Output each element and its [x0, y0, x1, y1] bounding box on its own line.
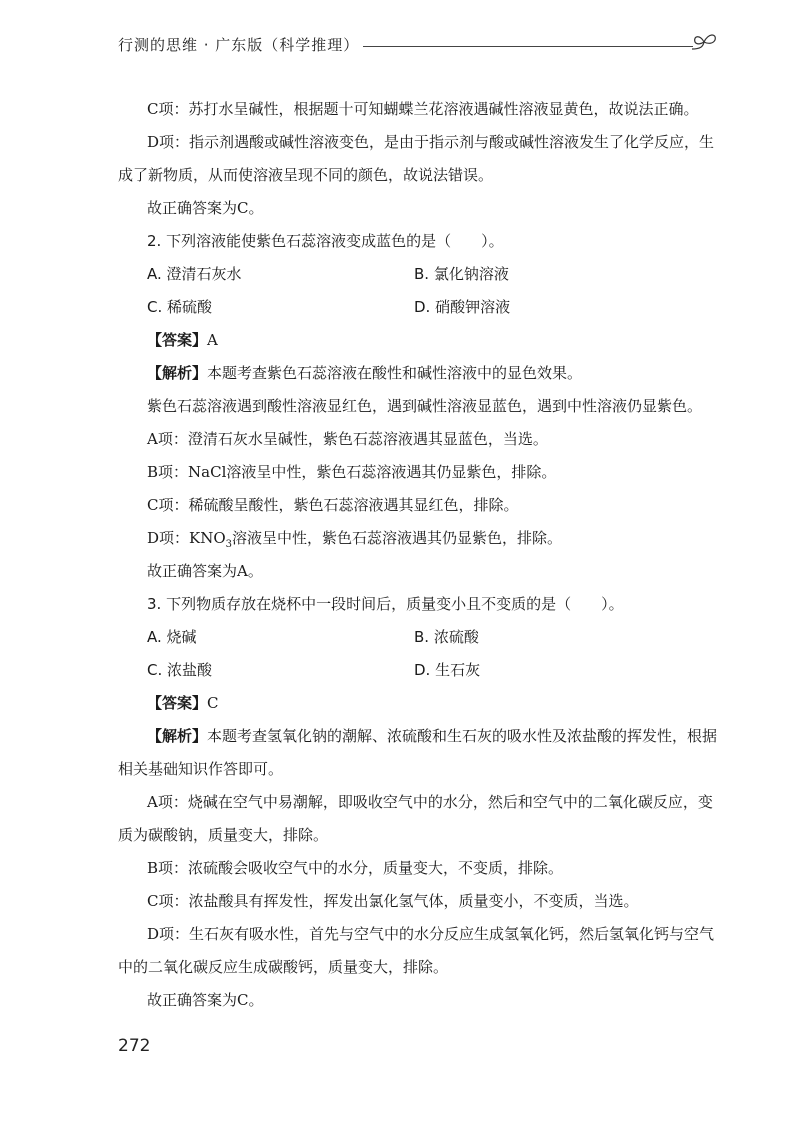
q3-stem: 3. 下列物质存放在烧杯中一段时间后，质量变小且不变质的是（ ）。	[147, 595, 624, 613]
q2-rule: 紫色石蕊溶液遇到酸性溶液显红色，遇到碱性溶液显蓝色，遇到中性溶液仍显紫色。	[147, 397, 703, 415]
analysis-text: 本题考查紫色石蕊溶液在酸性和碱性溶液中的显色效果。	[207, 364, 583, 382]
q3-options-row-2	[118, 654, 722, 687]
q2-options-row-1	[118, 258, 722, 291]
q3-analysis	[118, 720, 722, 786]
page-body	[118, 93, 722, 1017]
q2-c-line: C项：稀硫酸呈酸性，紫色石蕊溶液遇其显红色，排除。	[147, 496, 519, 514]
answer-value: C	[207, 694, 219, 712]
d-line-prefix: D项：KNO	[147, 529, 226, 547]
q3-conclusion: 故正确答案为C。	[147, 991, 264, 1009]
header-title: 行测的思维 · 广东版（科学推理）	[118, 36, 360, 54]
q3-option-b: B. 浓硫酸	[414, 628, 479, 646]
analysis-text: 本题考查氢氧化钠的潮解、浓硫酸和生石灰的吸水性及浓盐酸的挥发性，根据相关基础知识作答即可。	[118, 727, 718, 778]
answer-label: 【答案】	[147, 694, 208, 712]
header-rule	[363, 46, 693, 47]
q2-option-a: A. 澄清石灰水	[147, 265, 242, 283]
prev-c-line: C项：苏打水呈碱性，根据题十可知蝴蝶兰花溶液遇碱性溶液显黄色，故说法正确。	[147, 100, 699, 118]
q2-a-line: A项：澄清石灰水呈碱性，紫色石蕊溶液遇其显蓝色，当选。	[147, 430, 548, 448]
q3-c-line: C项：浓盐酸具有挥发性，挥发出氯化氢气体，质量变小，不变质，当选。	[147, 892, 639, 910]
q2-option-c: C. 稀硫酸	[147, 298, 213, 316]
q3-options-row-1	[118, 621, 722, 654]
sprout-icon	[690, 30, 720, 56]
d-line-suffix: 溶液呈中性，紫色石蕊溶液遇其仍显紫色，排除。	[232, 529, 563, 547]
q2-b-line: B项：NaCl溶液呈中性，紫色石蕊溶液遇其仍显紫色，排除。	[147, 463, 557, 481]
q2-d-line	[118, 522, 722, 555]
q2-options-row-2	[118, 291, 722, 324]
q2-conclusion: 故正确答案为A。	[147, 562, 263, 580]
q3-option-d: D. 生石灰	[414, 661, 481, 679]
prev-d-line: D项：指示剂遇酸或碱性溶液变色，是由于指示剂与酸或碱性溶液发生了化学反应，生成了新物质，从而使溶液呈现不同的颜色，故说法错误。	[118, 133, 715, 184]
running-header	[118, 30, 718, 60]
analysis-label: 【解析】	[147, 364, 208, 382]
prev-conclusion: 故正确答案为C。	[147, 199, 264, 217]
q3-option-a: A. 烧碱	[147, 628, 197, 646]
answer-value: A	[207, 331, 218, 349]
q2-option-b: B. 氯化钠溶液	[414, 265, 509, 283]
q3-b-line: B项：浓硫酸会吸收空气中的水分，质量变大，不变质，排除。	[147, 859, 564, 877]
q2-analysis	[118, 357, 722, 390]
q2-option-d: D. 硝酸钾溶液	[414, 298, 511, 316]
q3-a-line: A项：烧碱在空气中易潮解，即吸收空气中的水分，然后和空气中的二氧化碳反应，变质为碳酸钠，质量变大，排除。	[118, 793, 713, 844]
q3-answer	[118, 687, 722, 720]
analysis-label: 【解析】	[147, 727, 208, 745]
q2-stem: 2. 下列溶液能使紫色石蕊溶液变成蓝色的是（ ）。	[147, 232, 504, 250]
d-line-subscript: 3	[225, 539, 233, 550]
page-number: 272	[118, 1036, 151, 1056]
q3-d-line: D项：生石灰有吸水性，首先与空气中的水分反应生成氢氧化钙，然后氢氧化钙与空气中的二氧化碳反应生成碳酸钙，质量变大，排除。	[118, 925, 715, 976]
answer-label: 【答案】	[147, 331, 208, 349]
q2-answer	[118, 324, 722, 357]
q3-option-c: C. 浓盐酸	[147, 661, 213, 679]
